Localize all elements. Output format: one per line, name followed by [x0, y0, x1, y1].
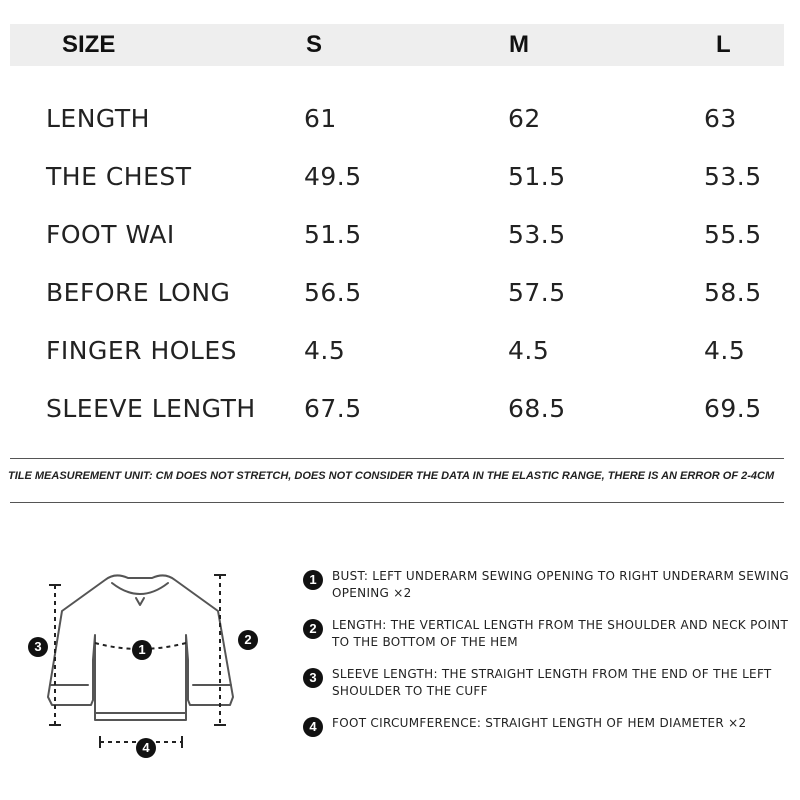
row-label: FINGER HOLES: [46, 336, 238, 365]
row-label: FOOT WAI: [46, 220, 175, 249]
value-l: 63: [704, 104, 737, 133]
value-m: 62: [508, 104, 541, 133]
table-row: [0, 389, 800, 429]
value-m: 4.5: [508, 336, 550, 365]
marker-1-icon: 1: [132, 640, 152, 660]
number-1-icon: 1: [303, 570, 323, 590]
marker-2-icon: 2: [238, 630, 258, 650]
measurement-note: TILE MEASUREMENT UNIT: CM DOES NOT STRETCH, DOES NOT CONSIDER THE DATA IN THE ELASTIC RANGE, THERE IS AN ERROR OF 2-4CM: [8, 470, 775, 482]
value-m: 51.5: [508, 162, 566, 191]
table-row: [0, 331, 800, 371]
legend-item: [303, 565, 798, 614]
header-s: S: [306, 31, 323, 58]
value-l: 69.5: [704, 394, 762, 423]
size-table-header: [10, 24, 784, 66]
row-label: THE CHEST: [46, 162, 192, 191]
marker-4-icon: 4: [136, 738, 156, 758]
value-s: 67.5: [304, 394, 362, 423]
value-s: 56.5: [304, 278, 362, 307]
value-l: 58.5: [704, 278, 762, 307]
value-l: 4.5: [704, 336, 746, 365]
measurement-legend: [303, 565, 798, 761]
value-l: 53.5: [704, 162, 762, 191]
divider-top: [10, 458, 784, 459]
table-row: [0, 99, 800, 139]
table-row: [0, 157, 800, 197]
legend-item: [303, 614, 798, 663]
number-3-icon: 3: [303, 668, 323, 688]
value-s: 51.5: [304, 220, 362, 249]
header-m: M: [509, 31, 529, 58]
legend-text: FOOT CIRCUMFERENCE: STRAIGHT LENGTH OF HEM DIAMETER ×2: [332, 716, 747, 730]
number-4-icon: 4: [303, 717, 323, 737]
value-l: 55.5: [704, 220, 762, 249]
value-s: 4.5: [304, 336, 346, 365]
garment-diagram: [0, 545, 290, 770]
legend-text: SLEEVE LENGTH: THE STRAIGHT LENGTH FROM THE END OF THE LEFT SHOULDER TO THE CUFF: [332, 667, 772, 698]
table-row: [0, 215, 800, 255]
marker-3-icon: 3: [28, 637, 48, 657]
row-label: LENGTH: [46, 104, 150, 133]
row-label: SLEEVE LENGTH: [46, 394, 256, 423]
number-2-icon: 2: [303, 619, 323, 639]
value-m: 57.5: [508, 278, 566, 307]
value-s: 49.5: [304, 162, 362, 191]
legend-item: [303, 712, 798, 761]
legend-item: [303, 663, 798, 712]
value-s: 61: [304, 104, 337, 133]
divider-bottom: [10, 502, 784, 503]
legend-text: BUST: LEFT UNDERARM SEWING OPENING TO RIGHT UNDERARM SEWING OPENING ×2: [332, 569, 789, 600]
header-size: SIZE: [62, 31, 116, 58]
table-row: [0, 273, 800, 313]
header-l: L: [716, 31, 731, 58]
legend-text: LENGTH: THE VERTICAL LENGTH FROM THE SHOULDER AND NECK POINT TO THE BOTTOM OF THE HEM: [332, 618, 789, 649]
value-m: 53.5: [508, 220, 566, 249]
value-m: 68.5: [508, 394, 566, 423]
row-label: BEFORE LONG: [46, 278, 231, 307]
